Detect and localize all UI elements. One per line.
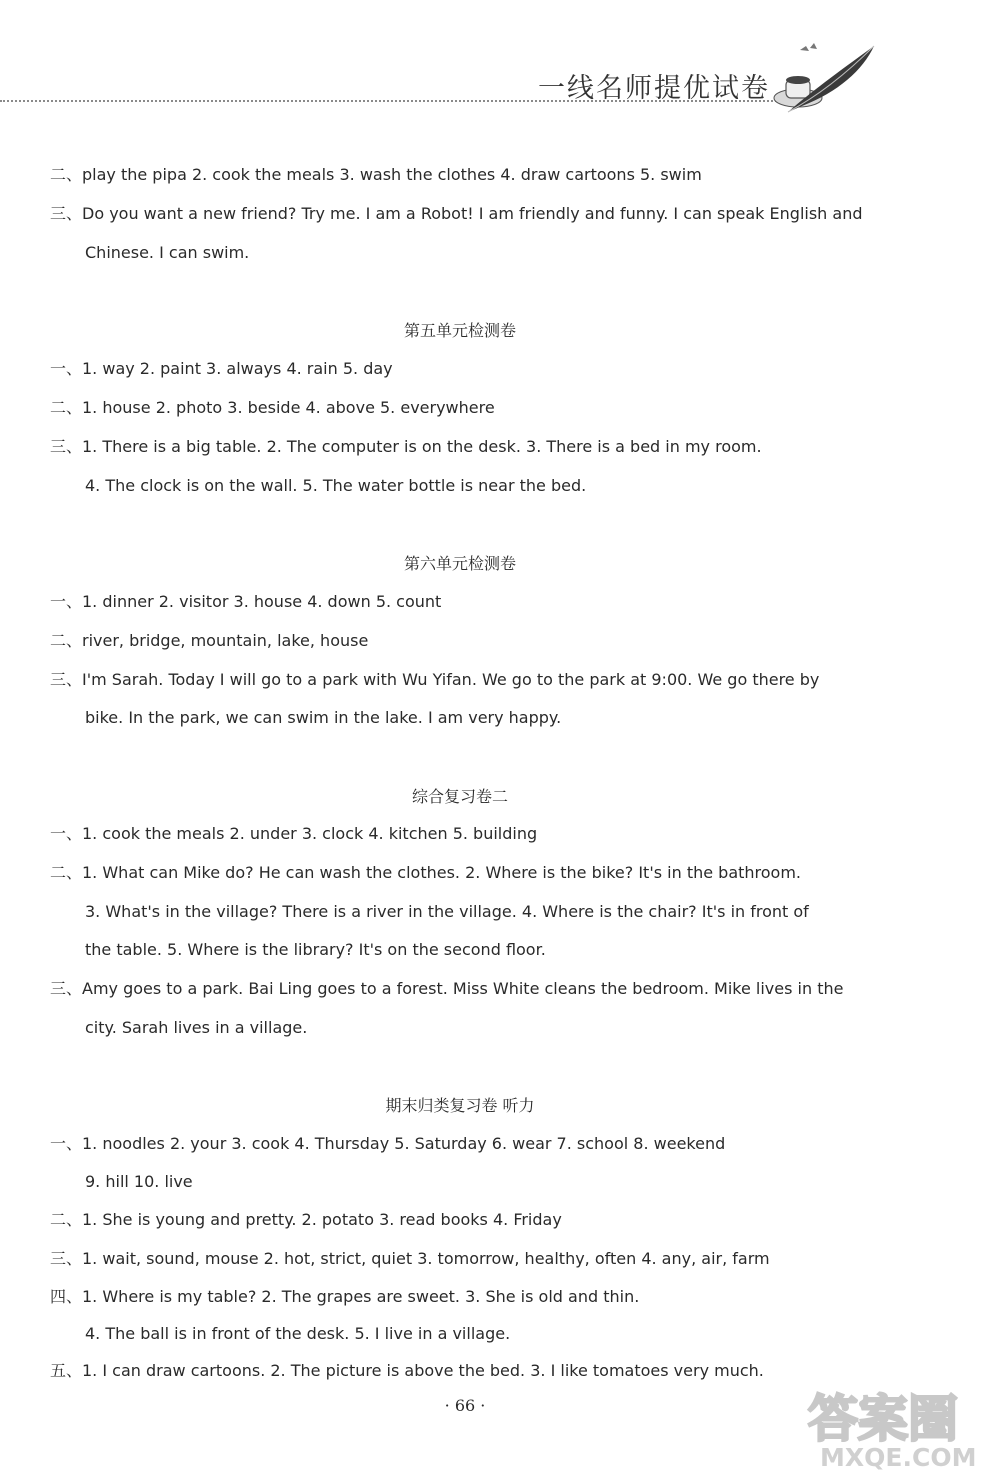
answer-line: 一、1. dinner 2. visitor 3. house 4. down 5. count (50, 592, 442, 611)
answer-line: 二、1. She is young and pretty. 2. potato 3. read books 4. Friday (50, 1210, 562, 1229)
answer-line: the table. 5. Where is the library? It's on the second floor. (85, 940, 546, 959)
answer-line: 四、1. Where is my table? 2. The grapes are sweet. 3. She is old and thin. (50, 1287, 640, 1306)
answer-line: 9. hill 10. live (85, 1172, 193, 1191)
answer-line: 三、1. There is a big table. 2. The computer is on the desk. 3. There is a bed in my room. (50, 437, 762, 456)
section-title: 第五单元检测卷 (403, 321, 516, 340)
answer-line: 一、1. way 2. paint 3. always 4. rain 5. day (50, 359, 393, 378)
answer-line: 三、Do you want a new friend? Try me. I am a Robot! I am friendly and funny. I can speak English and (50, 204, 863, 223)
answer-line: 五、1. I can draw cartoons. 2. The picture is above the bed. 3. I like tomatoes very much. (50, 1361, 764, 1380)
page-header (0, 0, 1000, 120)
page-number: · 66 · (444, 1396, 486, 1415)
answer-line: 一、1. cook the meals 2. under 3. clock 4. kitchen 5. building (50, 824, 538, 843)
answer-line: 二、river, bridge, mountain, lake, house (50, 631, 369, 650)
quill-ink-icon (768, 40, 878, 116)
answer-line: bike. In the park, we can swim in the lake. I am very happy. (85, 708, 562, 727)
watermark-big: 答案圈 (808, 1390, 958, 1448)
answer-line: 3. What's in the village? There is a river in the village. 4. Where is the chair? It's in front of (85, 902, 809, 921)
answer-line: city. Sarah lives in a village. (85, 1018, 308, 1037)
section-title: 期末归类复习卷 听力 (385, 1096, 535, 1115)
answer-line: 二、play the pipa 2. cook the meals 3. wash the clothes 4. draw cartoons 5. swim (50, 165, 702, 184)
answer-line: 一、1. noodles 2. your 3. cook 4. Thursday 5. Saturday 6. wear 7. school 8. weekend (50, 1134, 726, 1153)
series-title: 一线名师提优试卷 (538, 73, 770, 104)
watermark-logo (800, 1380, 995, 1472)
section-title: 综合复习卷二 (411, 787, 508, 806)
answer-line: 三、I'm Sarah. Today I will go to a park with Wu Yifan. We go to the park at 9:00. We go there by (50, 670, 820, 689)
section-title: 第六单元检测卷 (403, 554, 516, 573)
answer-line: Chinese. I can swim. (85, 243, 250, 262)
answer-line: 4. The clock is on the wall. 5. The water bottle is near the bed. (85, 476, 587, 495)
answer-line: 三、Amy goes to a park. Bai Ling goes to a forest. Miss White cleans the bedroom. Mike lives in the (50, 979, 844, 998)
answer-line: 三、1. wait, sound, mouse 2. hot, strict, quiet 3. tomorrow, healthy, often 4. any, air, farm (50, 1249, 770, 1268)
answer-line: 二、1. What can Mike do? He can wash the clothes. 2. Where is the bike? It's in the bathroom. (50, 863, 802, 882)
watermark-small: MXQE.COM (820, 1443, 977, 1472)
answer-line: 4. The ball is in front of the desk. 5. I live in a village. (85, 1324, 511, 1343)
answer-line: 二、1. house 2. photo 3. beside 4. above 5. everywhere (50, 398, 495, 417)
